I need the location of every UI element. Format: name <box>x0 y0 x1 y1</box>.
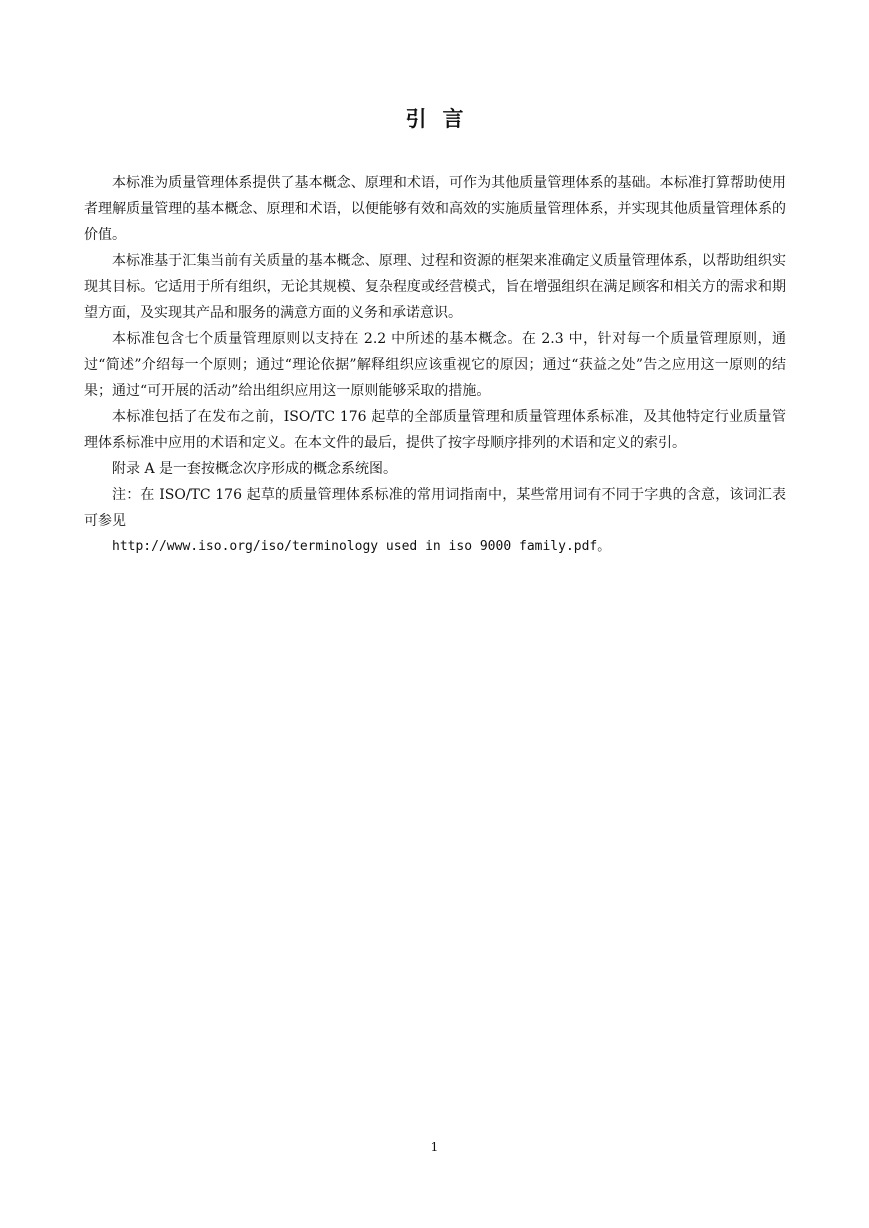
paragraph-principles: 本标准包含七个质量管理原则以支持在 2.2 中所述的基本概念。在 2.3 中，针对每一个质量管理原则，通过“简述”介绍每一个原则；通过“理论依据”解释组织应该重视它的原因；通过“获益之处”告之应用这一原则的结果；通过“可开展的活动”给出组织应用这一原则能够采取的措施。 <box>84 331 786 399</box>
document-body <box>84 170 786 560</box>
paragraph-basis: 本标准基于汇集当前有关质量的基本概念、原理、过程和资源的框架来准确定义质量管理体系，以帮助组织实现其目标。它适用于所有组织，无论其规模、复杂程度或经营模式，旨在增强组织在满足顾客和相关方的需求和期望方面，及实现其产品和服务的满意方面的义务和承诺意识。 <box>84 253 786 321</box>
paragraph-note: 注：在 ISO/TC 176 起草的质量管理体系标准的常用词指南中，某些常用词有不同于字典的含意，该词汇表可参见 <box>84 487 786 529</box>
terminology-url: http://www.iso.org/iso/terminology used in iso 9000 family.pdf。 <box>112 539 611 554</box>
paragraph-terms: 本标准包括了在发布之前，ISO/TC 176 起草的全部质量管理和质量管理体系标准，及其他特定行业质量管理体系标准中应用的术语和定义。在本文件的最后，提供了按字母顺序排列的术语和定义的索引。 <box>84 409 786 451</box>
page-number: 1 <box>430 1140 439 1154</box>
page-title: 引言 <box>405 107 480 131</box>
paragraph-scope: 本标准为质量管理体系提供了基本概念、原理和术语，可作为其他质量管理体系的基础。本标准打算帮助使用者理解质量管理的基本概念、原理和术语，以便能够有效和高效的实施质量管理体系，并实现其他质量管理体系的价值。 <box>84 175 786 243</box>
paragraph-annex: 附录 A 是一套按概念次序形成的概念系统图。 <box>112 461 398 477</box>
